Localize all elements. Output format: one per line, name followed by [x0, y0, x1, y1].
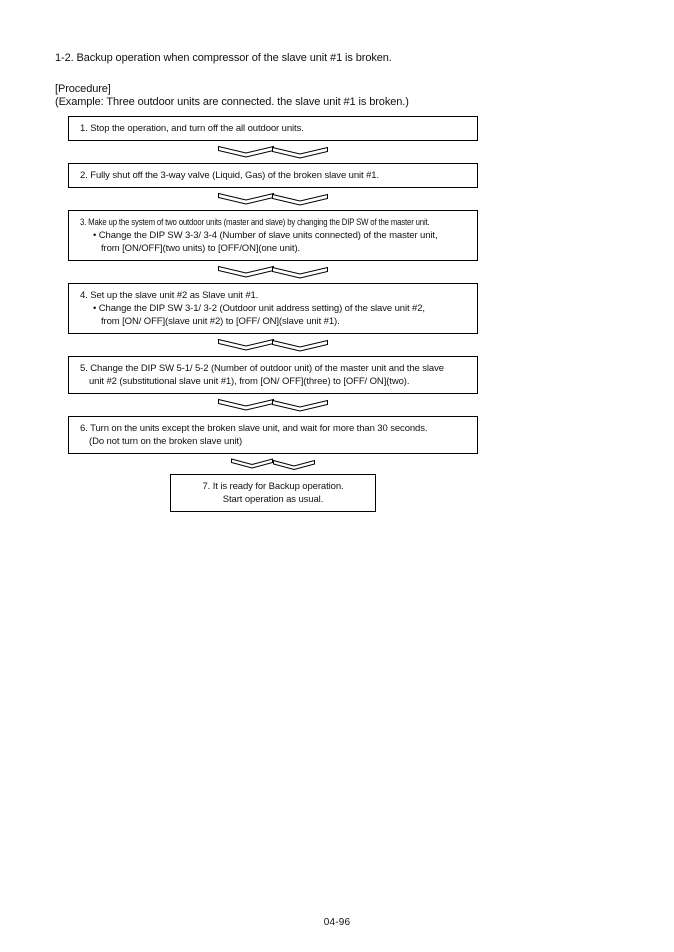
flow-down-arrow-icon — [218, 191, 328, 207]
page-number: 04-96 — [323, 917, 351, 928]
step-line: 3. Make up the system of two outdoor units (master and slave) by changing the DIP SW of the master unit. — [80, 217, 430, 228]
step-line: unit #2 (substitutional slave unit #1), from [ON/ OFF](three) to [OFF/ ON](two). — [89, 376, 410, 387]
step-line: 4. Set up the slave unit #2 as Slave unit #1. — [80, 290, 259, 301]
step-line: 2. Fully shut off the 3-way valve (Liquid, Gas) of the broken slave unit #1. — [80, 170, 380, 181]
flow-down-arrow-icon — [218, 397, 328, 413]
step-line: (Do not turn on the broken slave unit) — [89, 436, 243, 447]
flow-step-6 — [68, 416, 478, 454]
flow-step-7 — [170, 474, 376, 512]
flow-step-4 — [68, 283, 478, 334]
section-title: 1-2. Backup operation when compressor of the slave unit #1 is broken. — [55, 52, 392, 64]
flow-down-arrow-icon — [218, 337, 328, 353]
example-note: (Example: Three outdoor units are connected. the slave unit #1 is broken.) — [55, 96, 409, 108]
step-line: • Change the DIP SW 3-1/ 3-2 (Outdoor unit address setting) of the slave unit #2, — [93, 303, 425, 314]
step-line: • Change the DIP SW 3-3/ 3-4 (Number of slave units connected) of the master unit, — [93, 230, 438, 241]
step-line: Start operation as usual. — [222, 494, 324, 505]
step-line: 7. It is ready for Backup operation. — [202, 481, 344, 492]
flow-step-2 — [68, 163, 478, 188]
flow-step-1 — [68, 116, 478, 141]
step-line: 5. Change the DIP SW 5-1/ 5-2 (Number of outdoor unit) of the master unit and the slave — [80, 363, 444, 374]
step-line: from [ON/ OFF](slave unit #2) to [OFF/ ON](slave unit #1). — [101, 316, 340, 327]
flow-down-arrow-icon — [218, 264, 328, 280]
flow-step-3 — [68, 210, 478, 261]
flowchart — [68, 116, 478, 512]
procedure-label: [Procedure] — [55, 83, 111, 95]
flow-down-arrow-icon — [218, 144, 328, 160]
step-line: from [ON/OFF](two units) to [OFF/ON](one unit). — [101, 243, 301, 254]
flow-step-5 — [68, 356, 478, 394]
step-line: 6. Turn on the units except the broken slave unit, and wait for more than 30 seconds. — [80, 423, 428, 434]
step-line: 1. Stop the operation, and turn off the all outdoor units. — [80, 123, 304, 134]
flow-down-arrow-icon — [231, 457, 315, 471]
